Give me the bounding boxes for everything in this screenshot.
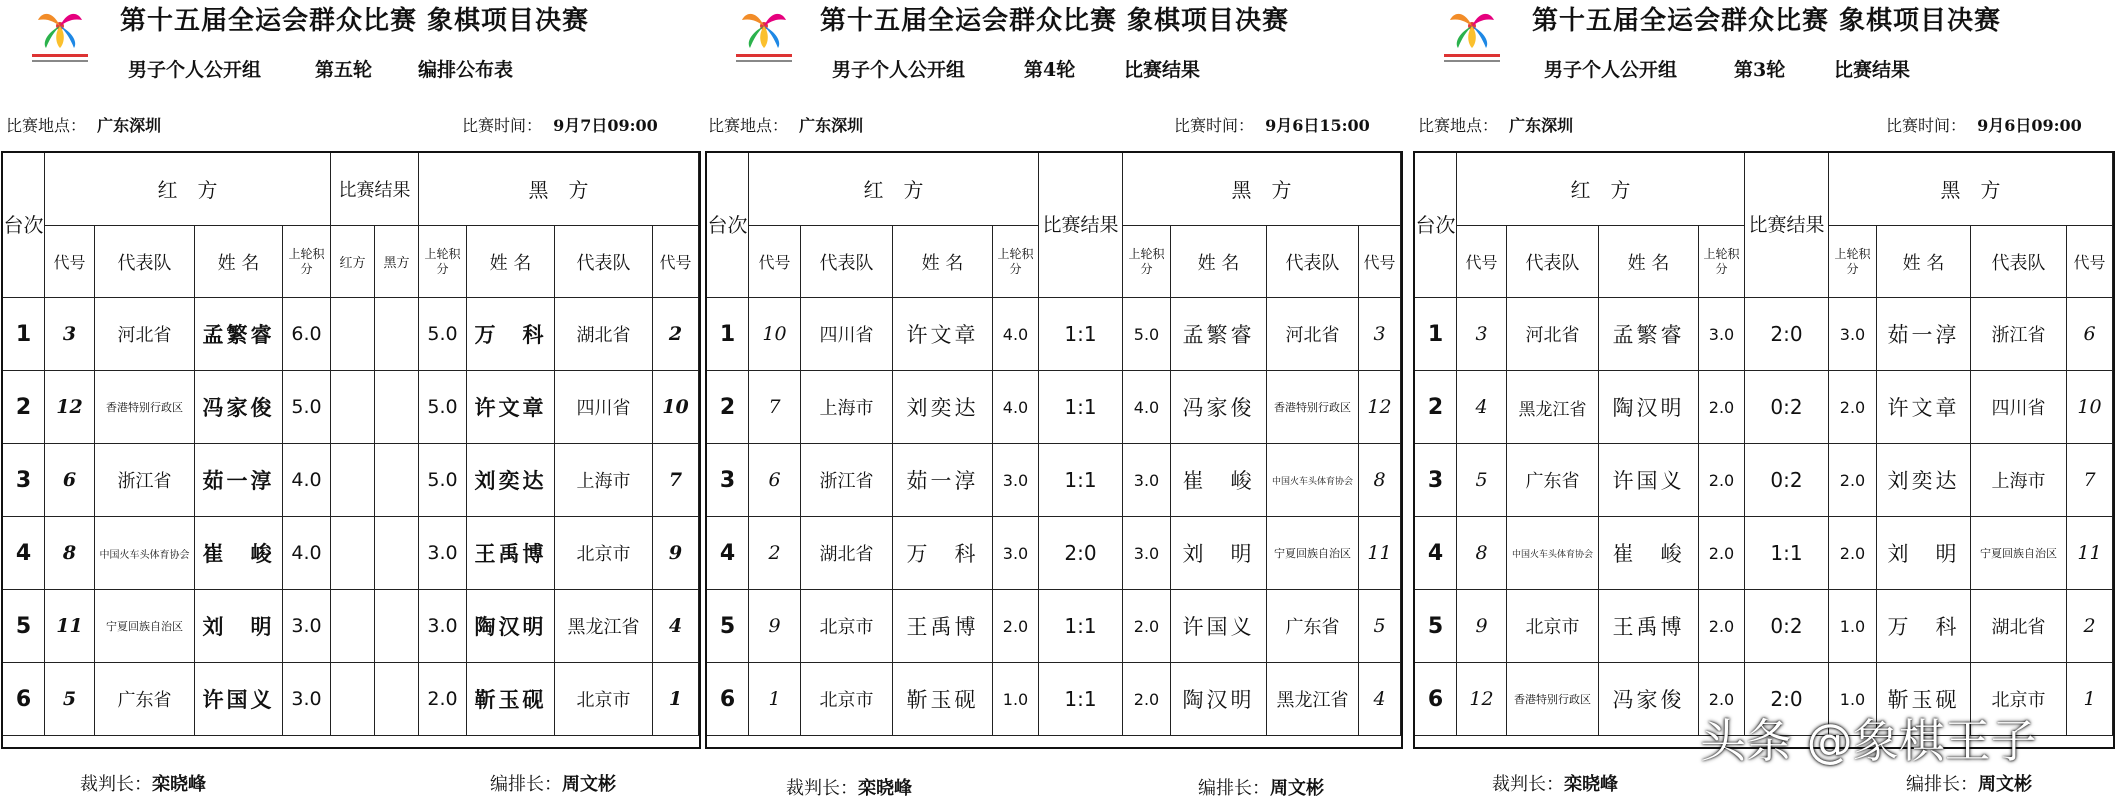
arranger-info [490,770,616,796]
red-name: 孟繁睿 [1599,298,1699,371]
header-team: 代表队 [555,226,653,298]
black-name: 陶汉明 [1171,663,1267,736]
board-number: 3 [1415,444,1457,517]
board-number: 4 [707,517,749,590]
red-result-cell [331,590,375,663]
black-name: 冯家俊 [1171,371,1267,444]
referee-info [1492,770,1618,796]
page-title: 第十五届全运会群众比赛 象棋项目决赛 [1532,6,2002,36]
header-team: 代表队 [1507,226,1599,298]
board-number: 2 [3,371,45,444]
red-team: 河北省 [95,298,195,371]
black-team: 黑龙江省 [555,590,653,663]
arranger-label: 编排长： [1906,774,1978,795]
header-code: 代号 [1359,226,1401,298]
header-red: 红 方 [45,152,331,226]
black-name: 孟繁睿 [1171,298,1267,371]
header-code: 代号 [45,226,95,298]
board-number: 3 [3,444,45,517]
red-code: 8 [45,517,95,590]
board-number: 6 [1415,663,1457,736]
red-name: 茹一淳 [195,444,283,517]
red-name: 冯家俊 [195,371,283,444]
red-result-cell [331,517,375,590]
header-result: 比赛结果 [331,152,419,226]
board-number: 1 [3,298,45,371]
games-logo-icon [24,4,96,68]
red-name: 冯家俊 [1599,663,1699,736]
match-result: 1:1 [1039,371,1123,444]
referee-label: 裁判长： [1492,774,1564,795]
red-team: 广东省 [95,663,195,736]
referee-name: 栾晓峰 [858,778,912,799]
header-name: 姓 名 [467,226,555,298]
black-score: 3.0 [419,517,467,590]
red-code: 8 [1457,517,1507,590]
black-team: 宁夏回族自治区 [1267,517,1359,590]
header-prev-score: 上轮积分 [993,226,1039,298]
red-result-cell [331,663,375,736]
table-row [3,590,699,663]
header-board: 台次 [3,152,45,298]
table-row [3,444,699,517]
red-name: 茹一淳 [893,444,993,517]
red-score: 3.0 [283,663,331,736]
results-table [706,151,1401,736]
match-result: 1:1 [1039,590,1123,663]
arranger-label: 编排长： [1198,778,1270,799]
red-score: 6.0 [283,298,331,371]
red-code: 11 [45,590,95,663]
black-result-cell [375,298,419,371]
table-row [1415,371,2113,444]
red-team: 中国火车头体育协会 [95,517,195,590]
black-code: 11 [1359,517,1401,590]
header-prev-score: 上轮积分 [419,226,467,298]
black-code: 7 [653,444,699,517]
board-number: 4 [3,517,45,590]
table-row [3,517,699,590]
venue-info [6,113,161,136]
table-row [707,517,1401,590]
board-number: 2 [707,371,749,444]
match-result: 2:0 [1745,298,1829,371]
watermark-text: 头条 @象棋王子 [1700,714,2037,768]
red-result-cell [331,298,375,371]
black-team: 湖北省 [1971,590,2067,663]
venue-value: 广东深圳 [97,116,162,135]
black-code: 1 [653,663,699,736]
black-score: 2.0 [1829,517,1877,590]
board-number: 1 [1415,298,1457,371]
doc-type-label: 编排公布表 [418,59,514,81]
red-team: 黑龙江省 [1507,371,1599,444]
black-name: 刘奕达 [1877,444,1971,517]
black-team: 中国火车头体育协会 [1267,444,1359,517]
black-code: 12 [1359,371,1401,444]
time-value: 9月6日09:00 [1977,116,2082,135]
red-name: 刘奕达 [893,371,993,444]
table-row [1415,444,2113,517]
table-row [707,444,1401,517]
referee-info [786,774,912,800]
red-team: 北京市 [1507,590,1599,663]
black-score: 2.0 [1123,590,1171,663]
table-row [3,663,699,736]
header-code: 代号 [1457,226,1507,298]
red-team: 湖北省 [801,517,893,590]
black-name: 许文章 [1877,371,1971,444]
red-score: 3.0 [993,517,1039,590]
panel-round-3 [1412,0,2114,794]
doc-type-label: 比赛结果 [1834,59,1911,81]
header-board: 台次 [1415,152,1457,298]
red-name: 许文章 [893,298,993,371]
match-result: 1:1 [1745,517,1829,590]
black-team: 广东省 [1267,590,1359,663]
black-result-cell [375,371,419,444]
black-result-cell [375,663,419,736]
black-score: 1.0 [1829,663,1877,736]
black-score: 1.0 [1829,590,1877,663]
time-info [1886,113,2082,136]
black-score: 5.0 [419,371,467,444]
black-code: 2 [653,298,699,371]
red-result-cell [331,444,375,517]
board-number: 5 [3,590,45,663]
match-result: 1:1 [1039,663,1123,736]
page-title: 第十五届全运会群众比赛 象棋项目决赛 [120,6,590,36]
arranger-name: 周文彬 [1978,774,2032,795]
red-score: 2.0 [1699,663,1745,736]
header-result: 比赛结果 [1745,152,1829,298]
red-team: 浙江省 [95,444,195,517]
red-team: 香港特别行政区 [1507,663,1599,736]
referee-info [80,770,206,796]
black-code: 6 [2067,298,2113,371]
black-name: 许文章 [467,371,555,444]
group-label: 男子个人公开组 [128,59,262,81]
venue-label: 比赛地点： [1418,116,1499,135]
black-name: 陶汉明 [467,590,555,663]
black-name: 刘奕达 [467,444,555,517]
header-name: 姓 名 [893,226,993,298]
time-label: 比赛时间： [1886,116,1967,135]
header-code: 代号 [2067,226,2113,298]
black-code: 2 [2067,590,2113,663]
black-code: 11 [2067,517,2113,590]
venue-info [1418,113,1573,136]
match-result: 2:0 [1745,663,1829,736]
referee-label: 裁判长： [80,774,152,795]
header-black: 黑 方 [1123,152,1401,226]
black-name: 靳玉砚 [467,663,555,736]
red-code: 6 [45,444,95,517]
black-code: 10 [653,371,699,444]
black-score: 4.0 [1123,371,1171,444]
round-label: 第五轮 [315,59,373,81]
results-table [1414,151,2113,736]
header-red: 红 方 [749,152,1039,226]
table-row [3,371,699,444]
red-name: 刘 明 [195,590,283,663]
red-code: 9 [1457,590,1507,663]
red-name: 许国义 [195,663,283,736]
board-number: 6 [3,663,45,736]
red-code: 3 [45,298,95,371]
header-prev-score: 上轮积分 [1123,226,1171,298]
referee-name: 栾晓峰 [152,774,206,795]
header-name: 姓 名 [1171,226,1267,298]
black-result-cell [375,590,419,663]
header-prev-score: 上轮积分 [283,226,331,298]
red-result-cell [331,371,375,444]
red-name: 崔 峻 [195,517,283,590]
red-score: 2.0 [993,590,1039,663]
red-code: 5 [45,663,95,736]
header-red-result: 红方 [331,226,375,298]
black-code: 9 [653,517,699,590]
table-row [707,298,1401,371]
red-team: 北京市 [801,590,893,663]
black-team: 上海市 [1971,444,2067,517]
black-score: 5.0 [419,444,467,517]
venue-label: 比赛地点： [708,116,789,135]
board-number: 5 [707,590,749,663]
black-name: 万 科 [467,298,555,371]
red-score: 3.0 [1699,298,1745,371]
black-team: 北京市 [555,663,653,736]
round-label: 第3轮 [1734,59,1786,81]
header-red: 红 方 [1457,152,1745,226]
red-score: 3.0 [283,590,331,663]
black-name: 刘 明 [1877,517,1971,590]
red-code: 9 [749,590,801,663]
header-team: 代表队 [1971,226,2067,298]
black-score: 2.0 [1829,444,1877,517]
black-code: 8 [1359,444,1401,517]
red-name: 王禹博 [1599,590,1699,663]
games-logo-icon [1436,4,1508,68]
black-code: 1 [2067,663,2113,736]
red-score: 2.0 [1699,590,1745,663]
table-row [707,371,1401,444]
black-team: 湖北省 [555,298,653,371]
black-team: 黑龙江省 [1267,663,1359,736]
panel-round-5 [0,0,702,794]
red-name: 孟繁睿 [195,298,283,371]
red-code: 10 [749,298,801,371]
black-score: 2.0 [419,663,467,736]
time-info [1174,113,1370,136]
black-code: 10 [2067,371,2113,444]
header-black: 黑 方 [419,152,699,226]
arranger-info [1906,770,2032,796]
red-team: 北京市 [801,663,893,736]
match-result: 1:1 [1039,298,1123,371]
match-result: 2:0 [1039,517,1123,590]
red-name: 王禹博 [893,590,993,663]
match-result: 1:1 [1039,444,1123,517]
red-name: 陶汉明 [1599,371,1699,444]
red-team: 中国火车头体育协会 [1507,517,1599,590]
arranger-label: 编排长： [490,774,562,795]
black-code: 5 [1359,590,1401,663]
red-team: 上海市 [801,371,893,444]
red-name: 崔 峻 [1599,517,1699,590]
header-result: 比赛结果 [1039,152,1123,298]
red-name: 许国义 [1599,444,1699,517]
black-team: 四川省 [555,371,653,444]
header-team: 代表队 [801,226,893,298]
match-result: 0:2 [1745,371,1829,444]
black-score: 2.0 [1829,371,1877,444]
board-number: 4 [1415,517,1457,590]
board-number: 3 [707,444,749,517]
red-code: 1 [749,663,801,736]
venue-value: 广东深圳 [1509,116,1574,135]
black-team: 河北省 [1267,298,1359,371]
arranger-name: 周文彬 [1270,778,1324,799]
black-result-cell [375,444,419,517]
red-team: 香港特别行政区 [95,371,195,444]
black-score: 3.0 [1123,444,1171,517]
header-name: 姓 名 [195,226,283,298]
red-code: 12 [1457,663,1507,736]
board-number: 1 [707,298,749,371]
venue-info [708,113,863,136]
black-score: 2.0 [1123,663,1171,736]
red-code: 6 [749,444,801,517]
red-score: 4.0 [283,444,331,517]
black-name: 崔 峻 [1171,444,1267,517]
black-team: 北京市 [1971,663,2067,736]
black-name: 刘 明 [1171,517,1267,590]
panel-round-4 [704,0,1406,799]
time-label: 比赛时间： [462,116,543,135]
red-score: 3.0 [993,444,1039,517]
red-name: 靳玉砚 [893,663,993,736]
table-row [3,298,699,371]
red-code: 5 [1457,444,1507,517]
black-code: 4 [1359,663,1401,736]
header-name: 姓 名 [1599,226,1699,298]
arranger-name: 周文彬 [562,774,616,795]
venue-label: 比赛地点： [6,116,87,135]
board-number: 6 [707,663,749,736]
black-score: 5.0 [419,298,467,371]
black-code: 3 [1359,298,1401,371]
black-score: 3.0 [1829,298,1877,371]
black-team: 浙江省 [1971,298,2067,371]
match-result: 0:2 [1745,444,1829,517]
time-label: 比赛时间： [1174,116,1255,135]
venue-value: 广东深圳 [799,116,864,135]
red-score: 1.0 [993,663,1039,736]
games-logo-icon [728,4,800,68]
red-team: 广东省 [1507,444,1599,517]
time-value: 9月6日15:00 [1265,116,1370,135]
red-team: 河北省 [1507,298,1599,371]
header-name: 姓 名 [1877,226,1971,298]
referee-label: 裁判长： [786,778,858,799]
red-score: 2.0 [1699,517,1745,590]
time-info [462,113,658,136]
red-code: 2 [749,517,801,590]
black-name: 万 科 [1877,590,1971,663]
board-number: 2 [1415,371,1457,444]
black-team: 四川省 [1971,371,2067,444]
board-number: 5 [1415,590,1457,663]
table-row [1415,517,2113,590]
black-name: 茹一淳 [1877,298,1971,371]
black-name: 许国义 [1171,590,1267,663]
red-name: 万 科 [893,517,993,590]
group-label: 男子个人公开组 [1544,59,1678,81]
black-name: 靳玉砚 [1877,663,1971,736]
black-team: 宁夏回族自治区 [1971,517,2067,590]
black-score: 3.0 [1123,517,1171,590]
red-score: 4.0 [993,371,1039,444]
red-team: 浙江省 [801,444,893,517]
pairing-table [2,151,699,736]
round-label: 第4轮 [1024,59,1076,81]
time-value: 9月7日09:00 [553,116,658,135]
table-row [707,590,1401,663]
referee-name: 栾晓峰 [1564,774,1618,795]
header-black: 黑 方 [1829,152,2113,226]
table-row [1415,590,2113,663]
header-board: 台次 [707,152,749,298]
black-team: 北京市 [555,517,653,590]
red-team: 四川省 [801,298,893,371]
red-code: 7 [749,371,801,444]
black-team: 上海市 [555,444,653,517]
black-score: 3.0 [419,590,467,663]
header-code: 代号 [653,226,699,298]
doc-type-label: 比赛结果 [1124,59,1201,81]
arranger-info [1198,774,1324,800]
header-prev-score: 上轮积分 [1699,226,1745,298]
black-code: 4 [653,590,699,663]
red-score: 5.0 [283,371,331,444]
black-result-cell [375,517,419,590]
red-team: 宁夏回族自治区 [95,590,195,663]
red-score: 4.0 [993,298,1039,371]
red-code: 3 [1457,298,1507,371]
black-score: 5.0 [1123,298,1171,371]
header-team: 代表队 [1267,226,1359,298]
match-result: 0:2 [1745,590,1829,663]
header-code: 代号 [749,226,801,298]
black-name: 王禹博 [467,517,555,590]
red-score: 4.0 [283,517,331,590]
header-prev-score: 上轮积分 [1829,226,1877,298]
black-code: 7 [2067,444,2113,517]
red-code: 4 [1457,371,1507,444]
table-row [707,663,1401,736]
group-label: 男子个人公开组 [832,59,966,81]
red-score: 2.0 [1699,371,1745,444]
red-code: 12 [45,371,95,444]
page-title: 第十五届全运会群众比赛 象棋项目决赛 [820,6,1290,36]
header-black-result: 黑方 [375,226,419,298]
header-team: 代表队 [95,226,195,298]
table-row [1415,298,2113,371]
black-team: 香港特别行政区 [1267,371,1359,444]
red-score: 2.0 [1699,444,1745,517]
